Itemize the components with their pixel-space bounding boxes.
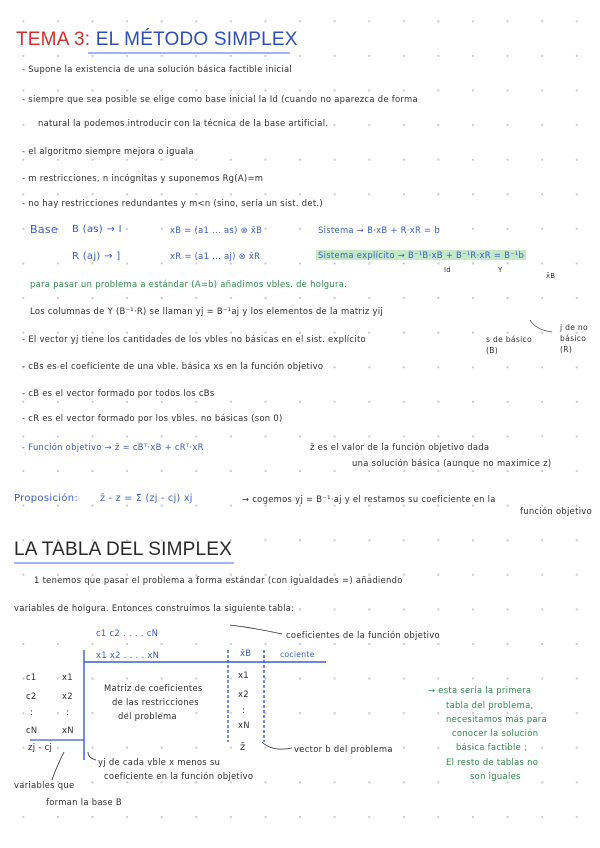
intro-line-1: - Supone la existencia de una solución básica factible inicial — [22, 64, 293, 74]
table-top-xb: x̄B — [240, 648, 252, 658]
side-note-7: son iguales — [470, 771, 521, 781]
intro-line-2: - siempre que sea posible se elige como base inicial la Id (cuando no aparezca de forma — [22, 94, 418, 104]
intro-line-5: - m restricciones, n incógnitas y suponemos Rg(A)=m — [22, 173, 264, 183]
base-sistema-1: Sistema → B·xB + R·xR = b — [318, 225, 440, 235]
table-matrix-note-2: de las restricciones — [112, 697, 199, 707]
section-title: LA TABLA DEL SIMPLEX — [14, 539, 233, 560]
base-b-row: B (as) → I — [72, 224, 122, 235]
section-item-1a-text: 1 tenemos que pasar el problema a forma estándar (con igualdades =) añadiendo — [34, 575, 403, 585]
base-xr-def: xR = (a1 ... aj) ⊗ x̄R — [170, 251, 261, 261]
table-top-vars: x1 x2 . . . . xN — [96, 650, 160, 660]
intro-line-4: - el algoritmo siempre mejora o iguala — [22, 146, 194, 156]
intro-line-3: natural la podemos introducir con la técnica de la base artificial. — [38, 118, 329, 128]
table-right-x-4: xN — [238, 720, 250, 730]
funcion-objetivo-formula: - Función objetivo → z̄ = cBᵀ·xB + cRᵀ·xR — [22, 442, 204, 452]
table-left-x-3: : — [66, 707, 70, 717]
table-right-x-2: x2 — [238, 689, 249, 699]
base-r-row: R (aj) → ] — [72, 251, 121, 262]
note-columnas: Los columnas de Y (B⁻¹·R) se llaman yj = B⁻¹aj y los elementos de la matriz yij — [30, 306, 384, 316]
title-prefix: TEMA 3: — [16, 29, 91, 50]
table-vars-note-2: forman la base B — [46, 797, 122, 807]
side-note-4: conocer la solución — [452, 728, 539, 738]
funcion-objetivo-note-2: una solución básica (aunque no maximice z) — [352, 458, 552, 468]
proposicion-label: Proposición: — [14, 493, 79, 504]
table-yj-note-1: yj de cada vble x menos su — [98, 757, 221, 767]
note-s-basico: s de básico (B) — [486, 335, 532, 355]
proposicion-note-1: → cogemos yj = B⁻¹·aj y el restamos su coeficiente en la — [242, 494, 496, 504]
proposicion-formula: z̄ - z = Σ (zj - cj) xj — [100, 493, 193, 504]
table-bottom-z: z̄ — [240, 742, 246, 753]
table-right-x-1: x1 — [238, 670, 249, 680]
table-top-costs: c1 c2 . . . . cN — [96, 628, 159, 638]
section-item-1b: variables de holgura. Entonces construimos la siguiente tabla: — [14, 603, 295, 613]
base-label: Base — [30, 223, 58, 236]
table-top-costs-note: coeficientes de la función objetivo — [286, 630, 440, 640]
table-matrix-note-1: Matriz de coeficientes — [104, 683, 203, 693]
note-vector-yj: - El vector yj tiene los cantidades de los vbles no básicas en el sist. explícito — [22, 334, 366, 344]
proposicion-note-2: función objetivo — [520, 506, 593, 516]
under-id: Id — [444, 266, 451, 274]
table-yj-note-2: coeficiente en la función objetivo — [104, 771, 254, 781]
table-matrix-note-3: del problema — [118, 711, 177, 721]
base-xb-def: xB = (a1 ... as) ⊗ x̄B — [170, 225, 263, 235]
table-bottom-left: zj - cj — [28, 742, 53, 752]
table-left-c-2: c2 — [26, 691, 37, 701]
note-cbs: - cBs es el coeficiente de una vble. básica xs en la función objetivo — [22, 361, 324, 371]
table-right-x-3: : — [242, 705, 246, 715]
under-y: Y — [498, 266, 503, 274]
table-bottom-note: vector b del problema — [294, 744, 393, 754]
title-main: EL MÉTODO SIMPLEX — [95, 29, 298, 50]
table-left-x-2: x2 — [62, 691, 73, 701]
table-left-x-1: x1 — [62, 672, 73, 682]
under-xb: x̄B — [546, 272, 556, 280]
table-left-c-1: c1 — [26, 672, 37, 682]
side-note-3: necesitamos más para — [446, 714, 547, 724]
side-note-6: El resto de tablas no — [446, 757, 539, 767]
note-cr: - cR es el vector formado por los vbles. no básicas (son 0) — [22, 413, 283, 423]
side-note-1: → esta sería la primera — [428, 685, 532, 695]
side-note-2: tabla del problema, — [446, 700, 534, 710]
table-left-x-4: xN — [62, 725, 74, 735]
note-cb: - cB es el vector formado por todos los cBs — [22, 388, 215, 398]
base-sistema-2: Sistema explícito → B⁻¹B·xB + B⁻¹R·xR = B⁻¹b — [318, 250, 525, 260]
table-left-c-4: cN — [26, 725, 38, 735]
green-note: para pasar un problema a estándar (A=b) añadimos vbles. de holgura. — [30, 279, 348, 289]
funcion-objetivo-note-1: z̄ es el valor de la función objetivo dada — [310, 442, 490, 452]
table-left-c-3: : — [30, 707, 34, 717]
table-top-xb-note: cociente — [280, 650, 315, 659]
intro-line-6: - no hay restricciones redundantes y m<n (sino, sería un sist. det.) — [22, 198, 323, 208]
table-vars-note-1: variables que — [14, 780, 75, 790]
note-j-no-basico: j de no básico (R) — [560, 323, 588, 354]
side-note-5: básica factible ; — [456, 742, 528, 752]
